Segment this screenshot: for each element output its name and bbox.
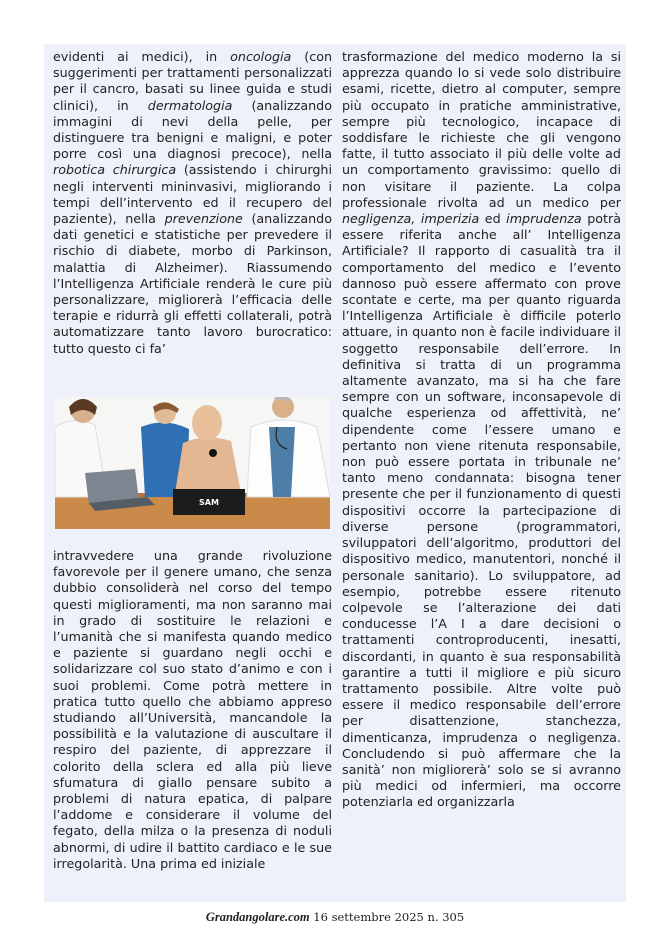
footer-brand: Grandangolare.com — [205, 910, 310, 924]
text-run: evidenti ai medici), in — [53, 49, 231, 64]
text-run: potrà essere riferita anche all’ Intelligenza Artificiale? Il rapporto di casualità tra il comportamento del medico e l’evento dannoso può essere affermato con prove scontate e certe, ma per quanto riguarda l’Intelligenza Artificiale è difficile poterlo attuare, in quanto non è facile individuare il soggetto responsabile dell’errore. In definitiva si tratta di un programma altamente avanzato, ma si ha che fare sempre con un software, inconsapevole di qualche esperienza od affettività, ne’ dipendente come l’essere umano e pertanto non viene ritenuta responsabile, non può essere portata in tribunale ne’ tanto meno condannata: bisogna tener presente che per il funzionamento di questi dispositivi occorre la partecipazione di diverse persone (programmatori, sviluppatori dell’algoritmo, produttori del dispositivo medico, manutentori, nonché il personale sanitario). Lo sviluppatore, ad esempio, potrebbe essere ritenuto colpevole se l’alterazione dei dati conducesse l’A I a dare decisioni o trattamenti controproducenti, inesatti, discordanti, in quanto è sua responsabilità garantire a tutti il migliore e più sicuro trattamento possibile. Altre volte può essere il medico responsabile dell’errore per disattenzione, stanchezza, dimenticanza, imprudenza o negligenza. Concludendo si può affermare che la sanità’ non migliorerà’ solo se si avranno più medici od infermieri, ma occorre potenziarla ed organizzarla — [342, 211, 621, 810]
page-footer — [0, 910, 670, 925]
text-run: intravvedere una grande rivoluzione favorevole per il genere umano, che senza dubbio consoliderà nel corso del tempo questi miglioramenti, ma non saranno mai in grado di sostituire le relazioni e l’umanità che si manifesta quando medico e paziente si guardano negli occhi e solidarizzare col suo stato d’animo e con i suoi problemi. Come potrà mettere in pratica tutto quello che abbiamo appreso studiando all’Università, mancandole la possibilità e la valutazione di auscultare il respiro del paziente, di apprezzare il colorito della sclera ed alla più lieve sfumatura di giallo pensare subito a problemi di natura epatica, di palpare l’addome e considerare il volume del fegato, della milza o la presenza di noduli abnormi, di udire il battito cardiaco e le sue irregolarità. Una prima ed iniziale — [53, 548, 332, 871]
paragraph — [342, 49, 621, 811]
article-column-right — [342, 49, 621, 811]
text-run: (analizzando dati genetici e statistiche per prevedere il rischio di diabete, morbo di Parkinson, malattia di Alzheimer). Riassumendo l’Intelligenza Artificiale renderà le cure più personalizzare, migliorerà l’efficacia delle terapie e ridurrà gli effetti collaterali, potrà automatizzare tanto lavoro burocratico: tutto questo ci fa’ — [53, 211, 332, 356]
paragraph — [53, 49, 332, 357]
emphasis-text: imprudenza — [506, 211, 582, 227]
article-column-left-top — [53, 49, 332, 357]
text-run: (assistendo i chirurghi negli interventi mininvasivi, migliorando i tempi dell’intervento ed il recupero del paziente), nella — [53, 162, 332, 227]
article-column-left-bottom — [53, 548, 332, 872]
text-run: (con suggerimenti per trattamenti personalizzati per il cancro, basati su linee guida e studi clinici), in — [53, 49, 333, 113]
footer-issue: 16 settembre 2025 n. 305 — [309, 910, 465, 924]
emphasis-text: negligenza, imperizia — [342, 211, 480, 227]
text-run: ed — [479, 211, 507, 227]
device-label: SAM — [199, 498, 219, 507]
paragraph — [53, 548, 332, 872]
text-run: trasformazione del medico moderno la si apprezza quando lo si vede solo distribuire esami, ricette, dietro al computer, sempre più occupato in pratiche amministrative, sempre più tecnologico, incapace di soddisfare le richieste che gli vengono fatte, il tutto associato il più delle volte ad un comportamento gravissimo: quello di non visitare il paziente. La colpa professionale rivolta ad un medico per — [342, 49, 621, 210]
emphasis-text: oncologia — [230, 49, 292, 64]
article-photo — [55, 397, 330, 529]
emphasis-text: robotica chirurgica — [53, 162, 177, 178]
emphasis-text: prevenzione — [164, 211, 243, 227]
emphasis-text: dermatologia — [147, 97, 233, 113]
text-run: (analizzando immagini di nevi della pelle, per distinguere tra benigni e maligni, e poter porre così una diagnosi precoce), nella — [53, 97, 332, 162]
